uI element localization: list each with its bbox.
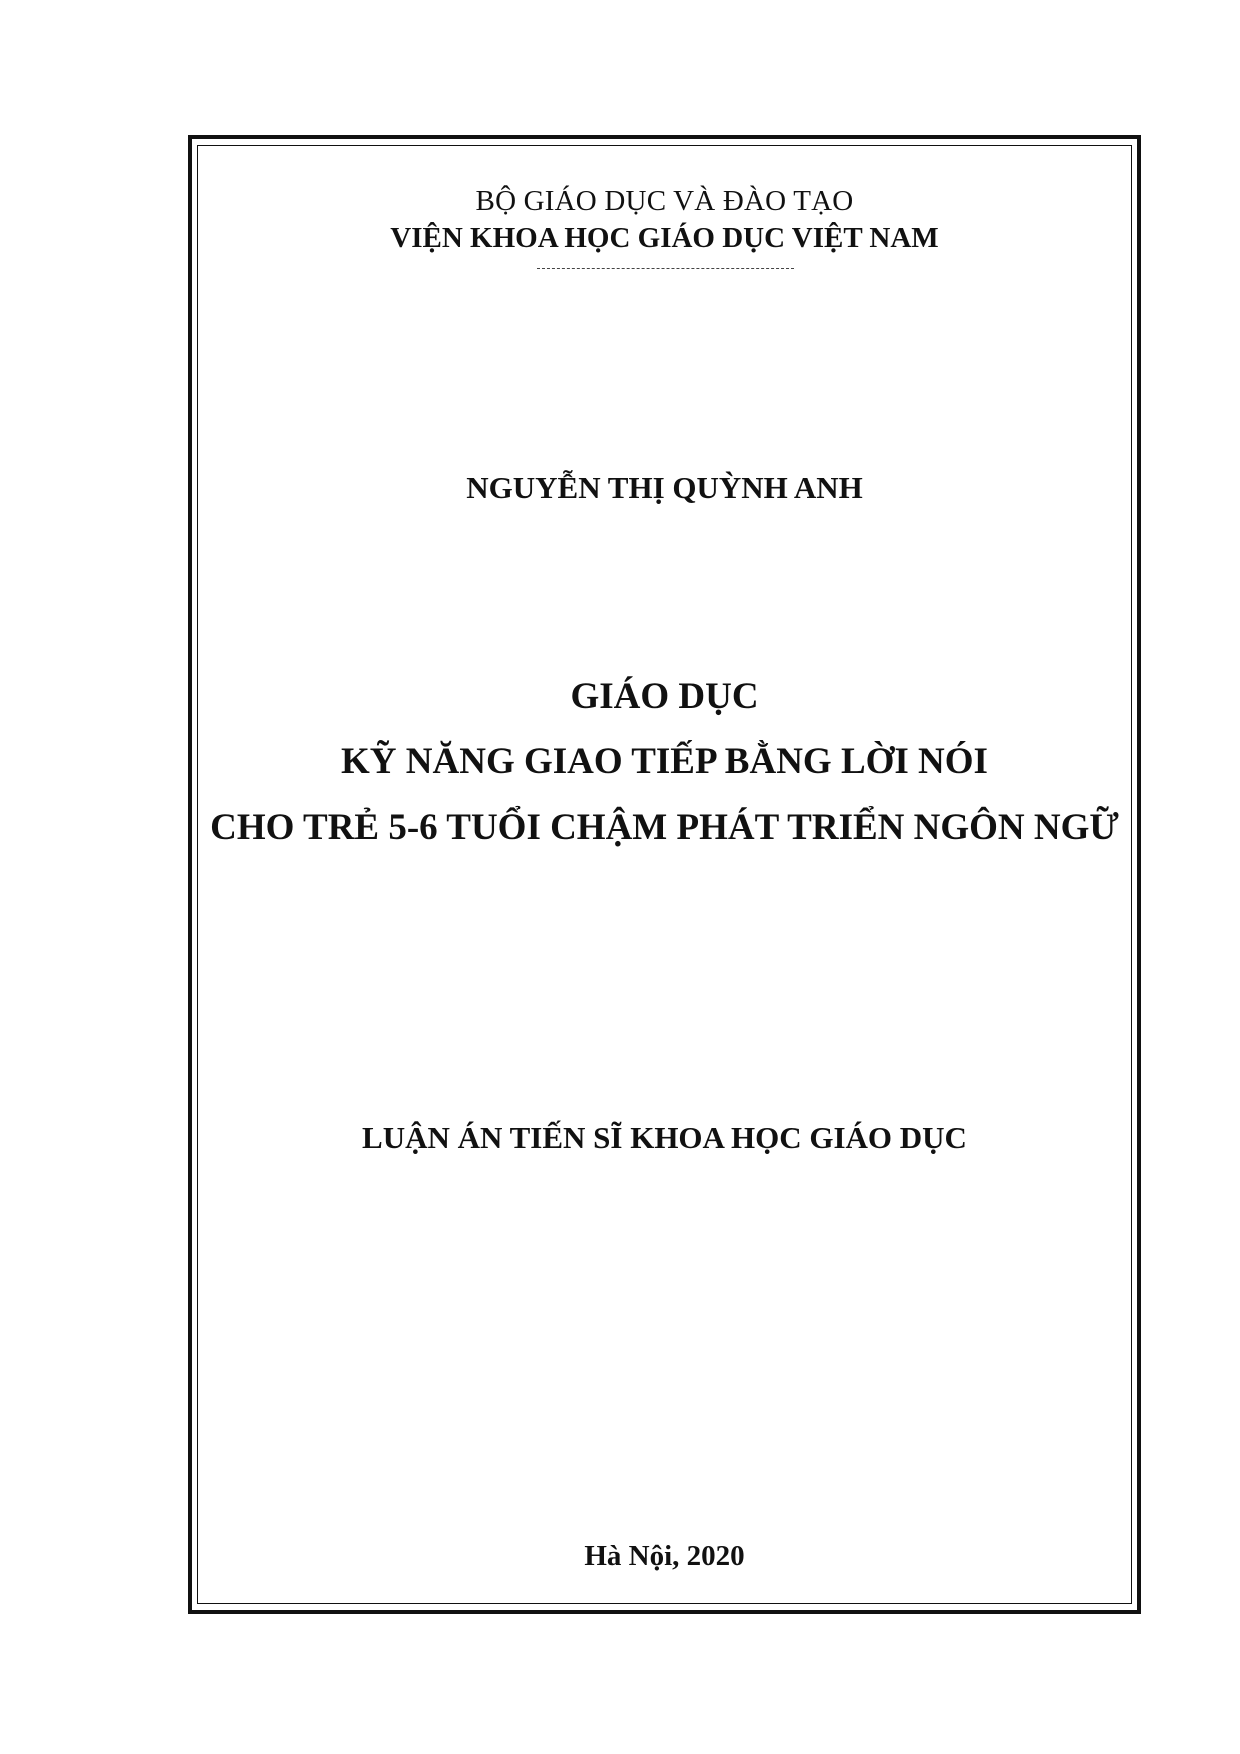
page-border-inner (197, 145, 1132, 1604)
degree-type: LUẬN ÁN TIẾN SĨ KHOA HỌC GIÁO DỤC (362, 1120, 967, 1155)
thesis-title-line-3: CHO TRẺ 5-6 TUỔI CHẬM PHÁT TRIỂN NGÔN NGỮ (210, 807, 1119, 848)
header-divider (537, 268, 794, 269)
thesis-title-line-1: GIÁO DỤC (570, 676, 759, 717)
ministry-name: BỘ GIÁO DỤC VÀ ĐÀO TẠO (475, 185, 854, 217)
author-name: NGUYỄN THỊ QUỲNH ANH (466, 470, 863, 505)
institute-name: VIỆN KHOA HỌC GIÁO DỤC VIỆT NAM (390, 222, 939, 254)
thesis-title-line-2: KỸ NĂNG GIAO TIẾP BẰNG LỜI NÓI (341, 741, 988, 782)
place-and-year: Hà Nội, 2020 (584, 1540, 745, 1572)
